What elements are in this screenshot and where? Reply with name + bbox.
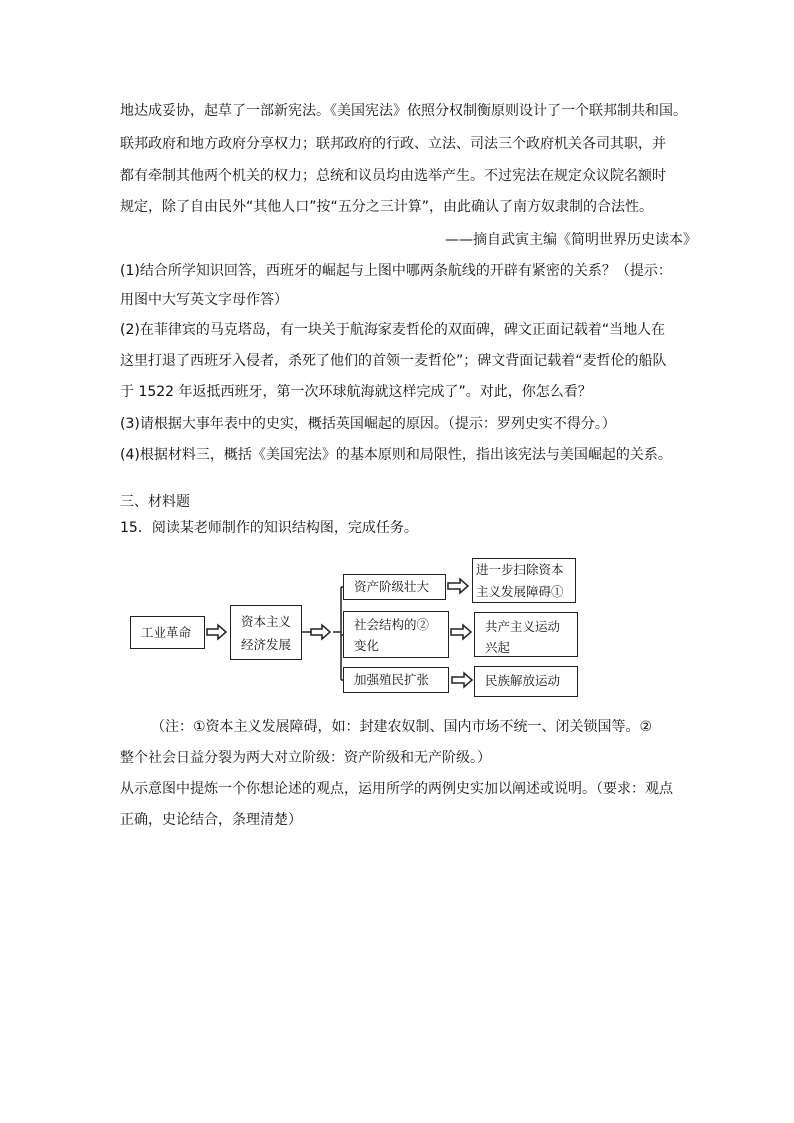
material-line-2: 联邦政府和地方政府分享权力；联邦政府的行政、立法、司法三个政府机关各司其职，并 — [120, 136, 666, 152]
box-capitalism-line-2: 经济发展 — [241, 637, 292, 652]
material-line-1: 地达成妥协，起草了一部新宪法。《美国宪法》依照分权制衡原则设计了一个联邦制共和国。 — [120, 103, 687, 119]
question-2-line-2: 这里打退了西班牙入侵者，杀死了他们的首领一麦哲伦”；碑文背面记载着“麦哲伦的船队 — [120, 353, 667, 369]
box-communist-line-1: 共产主义运动 — [485, 619, 561, 634]
note-line-1: （注：①资本主义发展障碍，如：封建农奴制、国内市场不统一、闭关锁国等。② — [151, 719, 653, 735]
question-2-line-1: (2)在菲律宾的马克塔岛，有一块关于航海家麦哲伦的双面碑，碑文正面记载着“当地人在 — [120, 322, 666, 338]
box-capitalism-line-1: 资本主义 — [241, 614, 292, 629]
question-1-line-2: 用图中大写英文字母作答） — [120, 292, 288, 308]
box-social-structure — [343, 611, 449, 658]
material-source: ——摘自武寅主编《简明世界历史读本》 — [445, 232, 697, 248]
box-capitalism-development — [230, 605, 302, 660]
question-2-line-3: 于 1522 年返抵西班牙，第一次环球航海就这样完成了”。对此，你怎么看？ — [120, 384, 592, 400]
question-4: (4)根据材料三，概括《美国宪法》的基本原则和局限性，指出该宪法与美国崛起的关系。 — [120, 447, 672, 463]
material-line-3: 都有牵制其他两个机关的权力；总统和议员均由选举产生。不过宪法在规定众议院名额时 — [120, 168, 666, 184]
box-national-liberation: 民族解放运动 — [474, 666, 578, 697]
question-3: (3)请根据大事年表中的史实，概括英国崛起的原因。（提示：罗列史实不得分。） — [120, 416, 616, 432]
box-social-line-2: 变化 — [354, 638, 380, 653]
box-colonial-expansion: 加强殖民扩张 — [343, 667, 449, 693]
task-line-1: 从示意图中提炼一个你想论述的观点，运用所学的两例史实加以阐述或说明。（要求：观点 — [120, 781, 673, 797]
note-line-2: 整个社会日益分裂为两大对立阶级：资产阶级和无产阶级。） — [120, 750, 491, 766]
box-communist-line-2: 兴起 — [485, 640, 511, 655]
box-social-line-1: 社会结构的② — [354, 617, 430, 632]
question-15: 15．阅读某老师制作的知识结构图，完成任务。 — [120, 520, 418, 536]
arrow-colonial-icon — [452, 673, 472, 687]
section-title: 三、材料题 — [120, 494, 190, 510]
arrow-capitalism-to-branch-icon — [311, 625, 330, 639]
box-industrial-revolution: 工业革命 — [130, 616, 205, 649]
arrow-bourgeoisie-icon — [448, 579, 468, 593]
material-line-4: 规定，除了自由民外“其他人口”按“五分之三计算”，由此确认了南方奴隶制的合法性。 — [120, 199, 654, 215]
question-1-line-1: (1)结合所学知识回答，西班牙的崛起与上图中哪两条航线的开辟有紧密的关系？（提示： — [120, 263, 672, 279]
task-line-2: 正确，史论结合，条理清楚） — [120, 812, 302, 828]
box-remove-line-1: 进一步扫除资本 — [476, 562, 564, 577]
box-bourgeoisie: 资产阶级壮大 — [343, 574, 446, 600]
arrow-social-icon — [451, 625, 471, 639]
box-remove-line-2: 主义发展障碍① — [476, 584, 564, 599]
box-communist-movement — [474, 612, 578, 657]
arrow-industrial-to-capitalism-icon — [207, 625, 226, 639]
box-remove-obstacles — [472, 558, 576, 603]
